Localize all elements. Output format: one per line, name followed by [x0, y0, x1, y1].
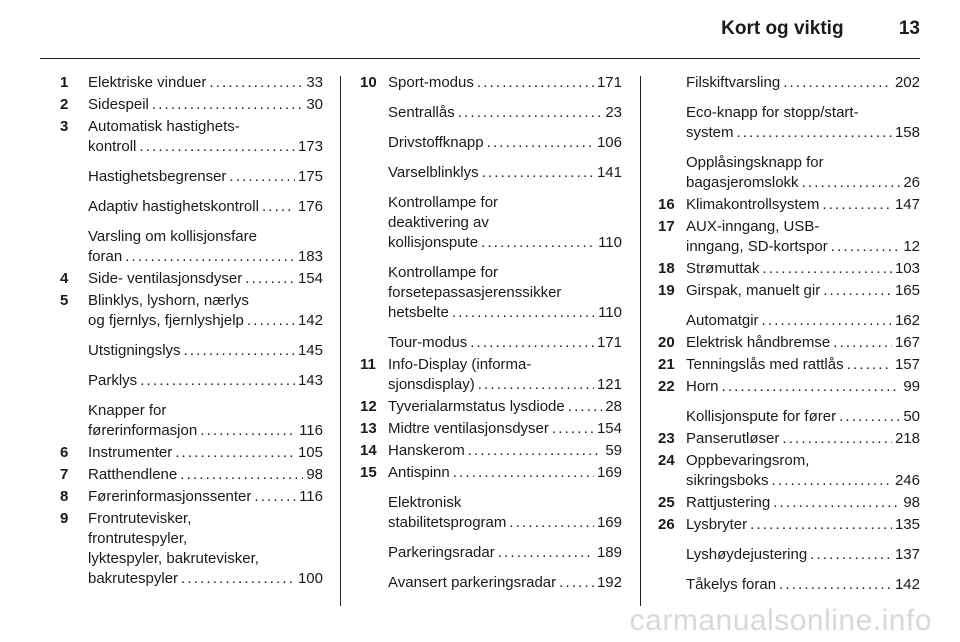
column-divider	[340, 76, 341, 606]
index-entry	[658, 429, 920, 449]
item-number: 14	[360, 442, 377, 459]
item-number: 23	[658, 430, 675, 447]
index-entry	[360, 463, 622, 483]
entry-text: Oppbevaringsrom,	[686, 452, 810, 469]
page-reference: 116	[299, 422, 323, 439]
dot-leader	[552, 419, 594, 439]
entry-last-line	[388, 397, 622, 417]
entry-last-line	[388, 543, 622, 563]
dot-leader	[477, 73, 594, 93]
index-entry	[60, 197, 323, 217]
index-entry	[60, 73, 323, 93]
entry-text: Drivstoffknapp	[388, 134, 484, 151]
index-entry	[60, 487, 323, 507]
page-reference: 189	[596, 544, 622, 561]
entry-last-line	[388, 133, 622, 153]
entry-text: sikringsboks	[686, 472, 769, 489]
entry-last-line	[88, 371, 323, 391]
entry-text: Horn	[686, 378, 719, 395]
index-entry	[360, 573, 622, 593]
entry-text: Ratthendlene	[88, 466, 178, 483]
dot-leader	[823, 281, 892, 301]
dot-leader	[783, 73, 892, 93]
page-reference: 147	[894, 196, 920, 213]
entry-text: Hastighetsbegrenser	[88, 168, 227, 185]
dot-leader	[262, 197, 295, 217]
watermark: carmanualsonline.info	[629, 604, 932, 637]
item-number: 13	[360, 420, 377, 437]
page-reference: 158	[894, 124, 920, 141]
index-entry	[360, 263, 622, 323]
entry-text: Side- ventilasjonsdyser	[88, 270, 243, 287]
entry-text: Lysbryter	[686, 516, 748, 533]
dot-leader	[779, 575, 892, 595]
page-title: Kort og viktig	[721, 18, 844, 39]
page-reference: 175	[297, 168, 323, 185]
entry-last-line	[88, 167, 323, 187]
index-entry	[360, 355, 622, 395]
index-entry	[658, 451, 920, 491]
dot-leader	[200, 421, 296, 441]
dot-leader	[247, 311, 295, 331]
entry-text: Parkeringsradar	[388, 544, 495, 561]
entry-text: Førerinformasjonssenter	[88, 488, 252, 505]
page-reference: 169	[596, 464, 622, 481]
entry-text: førerinformasjon	[88, 422, 198, 439]
item-number: 24	[658, 452, 675, 469]
entry-last-line	[88, 247, 323, 267]
entry-text: Tenningslås med rattlås	[686, 356, 844, 373]
entry-text: Filskiftvarsling	[686, 74, 781, 91]
entry-last-line	[88, 95, 323, 115]
item-number: 8	[60, 488, 69, 505]
page-reference: 246	[894, 472, 920, 489]
index-entry	[60, 509, 323, 589]
dot-leader	[458, 103, 603, 123]
index-entry	[60, 371, 323, 391]
entry-last-line	[686, 429, 920, 449]
index-entry	[60, 269, 323, 289]
item-number: 2	[60, 96, 69, 113]
entry-text: Avansert parkeringsradar	[388, 574, 557, 591]
index-entry	[60, 465, 323, 485]
index-entry	[658, 493, 920, 513]
page-reference: 26	[903, 174, 920, 191]
dot-leader	[184, 341, 295, 361]
page-reference: 23	[605, 104, 622, 121]
item-number: 12	[360, 398, 377, 415]
index-entry	[60, 291, 323, 331]
dot-leader	[181, 569, 295, 589]
entry-last-line	[388, 333, 622, 353]
item-number: 26	[658, 516, 675, 533]
page-reference: 202	[894, 74, 920, 91]
entry-last-line	[388, 513, 622, 533]
index-entry	[658, 355, 920, 375]
dot-leader	[487, 133, 594, 153]
page-reference: 157	[894, 356, 920, 373]
entry-text: Automatisk hastighets-	[88, 118, 240, 135]
page-reference: 50	[903, 408, 920, 425]
dot-leader	[847, 355, 892, 375]
entry-last-line	[686, 471, 920, 491]
entry-text: Parklys	[88, 372, 138, 389]
entry-text: Automatgir	[686, 312, 759, 329]
page-reference: 59	[605, 442, 622, 459]
entry-text: Utstigningslys	[88, 342, 181, 359]
entry-last-line	[388, 375, 622, 395]
index-entry	[60, 95, 323, 115]
entry-text: Varsling om kollisjonsfare	[88, 228, 257, 245]
item-number: 1	[60, 74, 69, 91]
index-entry	[360, 193, 622, 253]
entry-last-line	[686, 73, 920, 93]
page-reference: 165	[894, 282, 920, 299]
item-number: 25	[658, 494, 675, 511]
index-entry	[360, 397, 622, 417]
index-entry	[658, 515, 920, 535]
index-entry	[658, 281, 920, 301]
entry-last-line	[686, 123, 920, 143]
entry-last-line	[388, 163, 622, 183]
entry-last-line	[88, 311, 323, 331]
entry-last-line	[88, 73, 323, 93]
entry-last-line	[88, 487, 323, 507]
entry-text: og fjernlys, fjernlyshjelp	[88, 312, 244, 329]
dot-leader	[762, 311, 892, 331]
entry-last-line	[88, 465, 323, 485]
index-entry	[658, 153, 920, 193]
index-column-1	[60, 73, 323, 599]
index-entry	[658, 195, 920, 215]
entry-text: lyktespyler, bakrutevisker,	[88, 550, 259, 567]
page-reference: 171	[596, 334, 622, 351]
dot-leader	[482, 163, 594, 183]
dot-leader	[254, 487, 296, 507]
dot-leader	[782, 429, 892, 449]
page-reference: 154	[596, 420, 622, 437]
page-reference: 137	[894, 546, 920, 563]
dot-leader	[810, 545, 892, 565]
page-reference: 106	[596, 134, 622, 151]
entry-last-line	[88, 197, 323, 217]
entry-text: frontrutespyler,	[88, 530, 188, 547]
entry-text: Frontrutevisker,	[88, 510, 192, 527]
index-entry	[658, 545, 920, 565]
entry-text: Rattjustering	[686, 494, 771, 511]
dot-leader	[180, 465, 303, 485]
entry-last-line	[686, 195, 920, 215]
index-entry	[360, 133, 622, 153]
page-reference: 192	[596, 574, 622, 591]
entry-text: Sentrallås	[388, 104, 455, 121]
item-number: 5	[60, 292, 69, 309]
entry-last-line	[686, 515, 920, 535]
dot-leader	[722, 377, 901, 397]
index-entry	[60, 401, 323, 441]
index-entry	[360, 419, 622, 439]
page-reference: 98	[306, 466, 323, 483]
entry-last-line	[88, 421, 323, 441]
entry-text: Tyverialarmstatus lysdiode	[388, 398, 565, 415]
entry-text: Kollisjonspute for fører	[686, 408, 837, 425]
item-number: 20	[658, 334, 675, 351]
entry-text: kontroll	[88, 138, 137, 155]
index-entry	[658, 575, 920, 595]
index-entry	[360, 163, 622, 183]
page-reference: 154	[297, 270, 323, 287]
entry-text: Elektriske vinduer	[88, 74, 207, 91]
entry-text: sjonsdisplay)	[388, 376, 475, 393]
index-entry	[658, 311, 920, 331]
entry-text: Antispinn	[388, 464, 450, 481]
entry-text: Girspak, manuelt gir	[686, 282, 821, 299]
page-reference: 100	[297, 570, 323, 587]
page-reference: 171	[596, 74, 622, 91]
item-number: 16	[658, 196, 675, 213]
item-number: 22	[658, 378, 675, 395]
entry-last-line	[388, 233, 622, 253]
entry-text: Hanskerom	[388, 442, 465, 459]
page-reference: 169	[596, 514, 622, 531]
item-number: 6	[60, 444, 69, 461]
dot-leader	[762, 259, 892, 279]
entry-last-line	[388, 463, 622, 483]
index-entry	[60, 167, 323, 187]
item-number: 9	[60, 510, 69, 527]
page-reference: 142	[894, 576, 920, 593]
entry-text: Info-Display (informa-	[388, 356, 532, 373]
entry-text: Midtre ventilasjonsdyser	[388, 420, 549, 437]
index-entry	[658, 217, 920, 257]
item-number: 15	[360, 464, 377, 481]
entry-last-line	[686, 333, 920, 353]
entry-text: Blinklys, lyshorn, nærlys	[88, 292, 249, 309]
dot-leader	[737, 123, 892, 143]
entry-last-line	[686, 493, 920, 513]
entry-text: Strømuttak	[686, 260, 760, 277]
entry-last-line	[686, 575, 920, 595]
entry-text: bagasjeromslokk	[686, 174, 799, 191]
index-column-3	[658, 73, 920, 605]
dot-leader	[831, 237, 901, 257]
index-entry	[658, 73, 920, 93]
dot-leader	[802, 173, 901, 193]
index-entry	[360, 333, 622, 353]
entry-text: Sidespeil	[88, 96, 149, 113]
entry-text: Adaptiv hastighetskontroll	[88, 198, 259, 215]
entry-text: Elektronisk	[388, 494, 462, 511]
dot-leader	[839, 407, 900, 427]
entry-text: Eco-knapp for stopp/start-	[686, 104, 859, 121]
page-reference: 98	[903, 494, 920, 511]
page-reference: 116	[299, 488, 323, 505]
entry-last-line	[686, 237, 920, 257]
index-entry	[658, 377, 920, 397]
entry-last-line	[388, 303, 622, 323]
dot-leader	[468, 441, 603, 461]
dot-leader	[773, 493, 900, 513]
entry-text: foran	[88, 248, 123, 265]
index-entry	[60, 117, 323, 157]
header-divider	[40, 58, 920, 59]
dot-leader	[209, 73, 303, 93]
page-reference: 110	[598, 234, 622, 251]
dot-leader	[139, 137, 295, 157]
entry-last-line	[388, 103, 622, 123]
entry-text: Varselblinklys	[388, 164, 479, 181]
index-entry	[658, 333, 920, 353]
page-reference: 176	[297, 198, 323, 215]
index-column-2	[360, 73, 622, 603]
index-entry	[658, 259, 920, 279]
page-reference: 12	[903, 238, 920, 255]
dot-leader	[478, 375, 594, 395]
entry-last-line	[686, 355, 920, 375]
item-number: 3	[60, 118, 69, 135]
entry-text: bakrutespyler	[88, 570, 179, 587]
entry-last-line	[686, 407, 920, 427]
page-reference: 30	[306, 96, 323, 113]
page-reference: 142	[297, 312, 323, 329]
dot-leader	[140, 371, 295, 391]
entry-last-line	[88, 443, 323, 463]
index-entry	[658, 407, 920, 427]
dot-leader	[822, 195, 892, 215]
entry-text: Elektrisk håndbremse	[686, 334, 831, 351]
page-reference: 99	[903, 378, 920, 395]
item-number: 18	[658, 260, 675, 277]
page-reference: 33	[306, 74, 323, 91]
column-divider	[640, 76, 641, 606]
entry-text: Knapper for	[88, 402, 167, 419]
entry-text: Klimakontrollsystem	[686, 196, 820, 213]
dot-leader	[470, 333, 594, 353]
entry-text: system	[686, 124, 734, 141]
page-reference: 167	[894, 334, 920, 351]
index-entry	[60, 227, 323, 267]
entry-text: deaktivering av	[388, 214, 489, 231]
page-number: 13	[898, 18, 920, 39]
entry-text: Panserutløser	[686, 430, 780, 447]
entry-last-line	[88, 569, 323, 589]
entry-text: Kontrollampe for	[388, 264, 499, 281]
item-number: 17	[658, 218, 675, 235]
index-entry	[360, 493, 622, 533]
dot-leader	[453, 463, 594, 483]
page-header	[721, 18, 920, 40]
dot-leader	[559, 573, 594, 593]
dot-leader	[152, 95, 303, 115]
item-number: 19	[658, 282, 675, 299]
dot-leader	[245, 269, 295, 289]
index-entry	[60, 341, 323, 361]
page-reference: 162	[894, 312, 920, 329]
dot-leader	[125, 247, 295, 267]
index-entry	[658, 103, 920, 143]
page-reference: 103	[894, 260, 920, 277]
dot-leader	[229, 167, 295, 187]
entry-text: Opplåsingsknapp for	[686, 154, 824, 171]
entry-last-line	[686, 545, 920, 565]
item-number: 4	[60, 270, 69, 287]
entry-text: Sport-modus	[388, 74, 474, 91]
entry-last-line	[388, 73, 622, 93]
entry-text: Kontrollampe for	[388, 194, 499, 211]
entry-text: stabilitetsprogram	[388, 514, 507, 531]
entry-last-line	[686, 377, 920, 397]
index-entry	[60, 443, 323, 463]
index-entry	[360, 73, 622, 93]
dot-leader	[175, 443, 295, 463]
entry-last-line	[388, 419, 622, 439]
dot-leader	[452, 303, 595, 323]
entry-text: kollisjonspute	[388, 234, 479, 251]
page-reference: 143	[297, 372, 323, 389]
dot-leader	[481, 233, 595, 253]
page-reference: 28	[605, 398, 622, 415]
entry-text: AUX-inngang, USB-	[686, 218, 820, 235]
entry-last-line	[686, 259, 920, 279]
entry-last-line	[88, 341, 323, 361]
page-reference: 141	[596, 164, 622, 181]
entry-last-line	[686, 173, 920, 193]
dot-leader	[750, 515, 892, 535]
entry-text: Lyshøydejustering	[686, 546, 808, 563]
item-number: 7	[60, 466, 69, 483]
dot-leader	[833, 333, 892, 353]
index-entry	[360, 441, 622, 461]
entry-last-line	[88, 269, 323, 289]
entry-text: Tåkelys foran	[686, 576, 777, 593]
entry-text: forsetepassasjerenssikker	[388, 284, 562, 301]
page-reference: 135	[894, 516, 920, 533]
entry-last-line	[388, 441, 622, 461]
page-reference: 218	[894, 430, 920, 447]
entry-text: inngang, SD-kortspor	[686, 238, 828, 255]
page-reference: 173	[297, 138, 323, 155]
dot-leader	[498, 543, 594, 563]
dot-leader	[568, 397, 603, 417]
page-reference: 110	[598, 304, 622, 321]
item-number: 21	[658, 356, 675, 373]
entry-text: Instrumenter	[88, 444, 173, 461]
entry-last-line	[88, 137, 323, 157]
item-number: 11	[360, 356, 376, 373]
index-entry	[360, 103, 622, 123]
entry-last-line	[686, 311, 920, 331]
entry-text: hetsbelte	[388, 304, 449, 321]
entry-last-line	[686, 281, 920, 301]
page-reference: 105	[297, 444, 323, 461]
dot-leader	[772, 471, 892, 491]
entry-last-line	[388, 573, 622, 593]
dot-leader	[509, 513, 594, 533]
item-number: 10	[360, 74, 377, 91]
page-reference: 145	[297, 342, 323, 359]
page-reference: 121	[596, 376, 622, 393]
index-entry	[360, 543, 622, 563]
entry-text: Tour-modus	[388, 334, 468, 351]
page-reference: 183	[297, 248, 323, 265]
